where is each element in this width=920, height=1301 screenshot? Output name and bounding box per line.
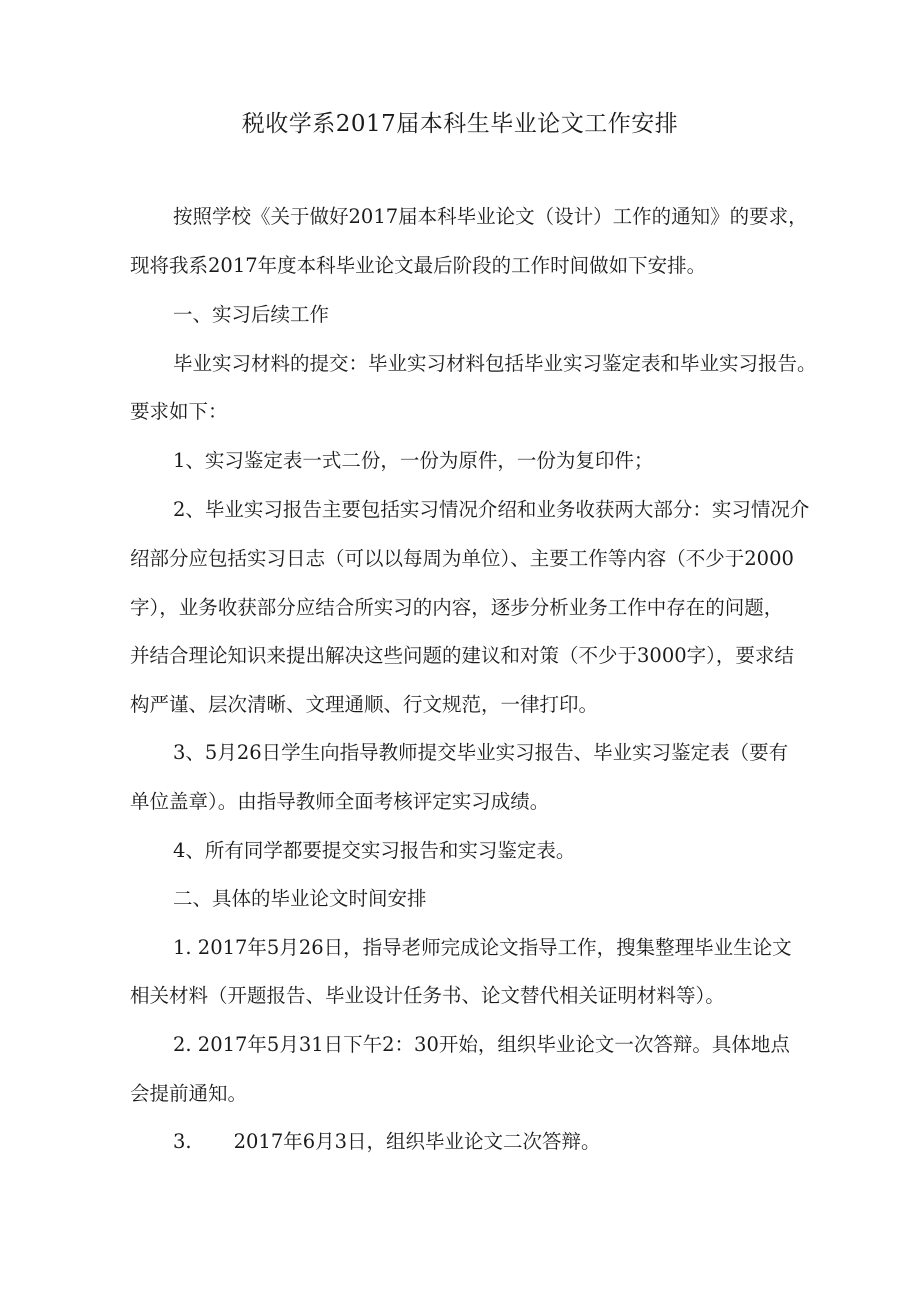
section1-item2-line-1: 2、毕业实习报告主要包括实习情况介绍和业务收获两大部分：实习情况介: [173, 498, 810, 521]
section2-item1-line-2: 相关材料（开题报告、毕业设计任务书、论文替代相关证明材料等）。: [130, 984, 725, 1007]
section1-item1-line-1: 1、实习鉴定表一式二份，一份为原件，一份为复印件；: [173, 449, 654, 472]
section2-item3-text: 2017年6月3日，组织毕业论文二次答辩。: [233, 1130, 601, 1153]
section1-item2-line-2: 绍部分应包括实习日志（可以以每周为单位）、主要工作等内容（不少于2000: [130, 547, 794, 570]
section1-item2-line-4: 并结合理论知识来提出解决这些问题的建议和对策（不少于3000字），要求结: [130, 644, 794, 667]
section1-item2-line-5: 构严谨、层次清晰、文理通顺、行文规范，一律打印。: [130, 693, 599, 716]
intro-line-2: 现将我系2017年度本科毕业论文最后阶段的工作时间做如下安排。: [130, 254, 707, 277]
document-title: 税收学系2017届本科生毕业论文工作安排: [241, 111, 679, 137]
intro-line-1: 按照学校《关于做好2017届本科毕业论文（设计）工作的通知》的要求，: [173, 205, 808, 228]
section2-item3-number: 3.: [173, 1130, 192, 1153]
section1-item3-line-2: 单位盖章）。由指导教师全面考核评定实习成绩。: [130, 790, 550, 813]
section1-item4-line-1: 4、所有同学都要提交实习报告和实习鉴定表。: [173, 839, 576, 862]
section2-item2-line-2: 会提前通知。: [130, 1082, 248, 1105]
section1-heading: 一、实习后续工作: [173, 303, 330, 326]
section1-para-line-2: 要求如下：: [130, 400, 228, 423]
section2-item2-line-1: 2. 2017年5月31日下午2：30开始，组织毕业论文一次答辩。具体地点: [173, 1033, 790, 1056]
section1-item2-line-3: 字），业务收获部分应结合所实习的内容，逐步分析业务工作中存在的问题，: [130, 596, 784, 619]
section1-para-line-1: 毕业实习材料的提交：毕业实习材料包括毕业实习鉴定表和毕业实习报告。: [173, 352, 817, 375]
section2-heading: 二、具体的毕业论文时间安排: [173, 887, 427, 910]
section2-item1-line-1: 1. 2017年5月26日，指导老师完成论文指导工作，搜集整理毕业生论文: [173, 936, 792, 959]
section1-item3-line-1: 3、5月26日学生向指导教师提交毕业实习报告、毕业实习鉴定表（要有: [173, 741, 789, 764]
section2-item3-line-1: [173, 1128, 601, 1156]
